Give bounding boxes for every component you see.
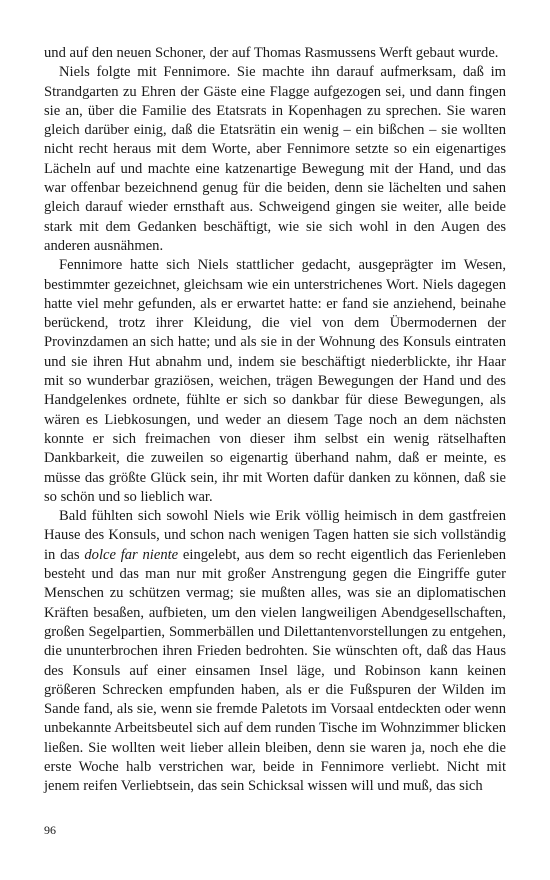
page-number: 96	[44, 823, 56, 837]
paragraph-2: Niels folgte mit Fennimore. Sie machte ihn darauf aufmerksam, daß im Strandgarten zu Ehren der Gäste eine Flagge aufgezogen sei, und dann fingen sie an, über die Familie des Etatsrats in Kopenhagen zu sprechen. Sie waren gleich darüber einig, daß die Etatsrätin ein wenig – ein bißchen – sie wollten nicht recht heraus mit dem Worte, aber Fennimore setzte so ein eigenartiges Lächeln auf und machte eine katzenartige Bewegung mit der Hand, und das war offenbar bezeichnend genug für die beiden, denn sie lächelten und sahen gleich darauf wieder ernsthaft aus. Schweigend gingen sie weiter, alle beide stark mit dem Gedanken beschäftigt, wie sie sich wohl in den Augen des anderen ausnähmen.	[44, 64, 506, 254]
paragraph-4	[44, 507, 506, 796]
paragraph-4-text-before: Bald fühlten sich sowohl Niels wie Erik völlig heimisch in dem gastfreien Hause des Konsuls, und schon nach wenigen Tagen hatten sie sich vollständig in das	[44, 508, 506, 563]
page-body	[44, 44, 506, 797]
paragraph-1: und auf den neuen Schoner, der auf Thomas Rasmussens Werft gebaut wurde.	[44, 45, 499, 61]
paragraph-4-italic-phrase: dolce far niente	[84, 546, 179, 563]
paragraph-4-text-after: eingelebt, aus dem so recht eigentlich das Ferienleben besteht und das man nur mit großer Anstrengung gegen die Eingriffe guter Menschen zu schützen vermag; sie mußten alles, was sie an diplomatischen Kräften besaßen, aufbieten, um den vielen langweiligen Abendgesellschaften, großen Segelpartien, Sommerbällen und Dilettantenvorstellungen zu entgehen, die ununterbrochen ihren Frieden bedrohten. Sie wünschten oft, daß das Haus des Konsuls auf einer einsamen Insel läge, und Robinson kann keinen größeren Schrecken empfunden haben, als er die Fußspuren der Wilden im Sande fand, als sie, wenn sie fremde Paletots im Vorsaal entdeckten oder wenn unbekannte Arbeitsbeutel sich auf dem runden Tische im Wohnzimmer blicken ließen. Sie wollten weit lieber allein bleiben, denn sie waren ja, noch ehe die erste Woche halb verstrichen war, beide in Fennimore verliebt. Nicht mit jenem reifen Verliebtsein, das sein Schicksal wissen will und muß, das sich	[44, 546, 507, 795]
paragraph-3: Fennimore hatte sich Niels stattlicher gedacht, ausgeprägter im Wesen, bestimmter gezeichnet, gleichsam wie ein unterstrichenes Wort. Niels dagegen hatte viel mehr gefunden, als er erwartet hatte: er fand sie anziehend, beinahe berückend, trotz ihrer Kleidung, die viel von dem Übermodernen der Provinzdamen an sich hatte; und als sie in der Wohnung des Konsuls eintraten und sie ihren Hut abnahm und, indem sie beschäftigt niederblickte, ihr Haar mit so wunderbar graziösen, weichen, trägen Bewegungen der Hand und des Handgelenkes ordnete, fühlte er sich so dankbar für diese Bewegungen, als wären es Liebkosungen, und weder an diesem Tage noch an dem nächsten konnte er sich freimachen von dieser ihm selbst ein wenig rätselhaften Dankbarkeit, die zuweilen so eigenartig überhand nahm, daß er meinte, es müsse das größte Glück sein, ihr mit Worten dafür danken zu können, daß sie so schön und so lieblich war.	[44, 257, 506, 505]
